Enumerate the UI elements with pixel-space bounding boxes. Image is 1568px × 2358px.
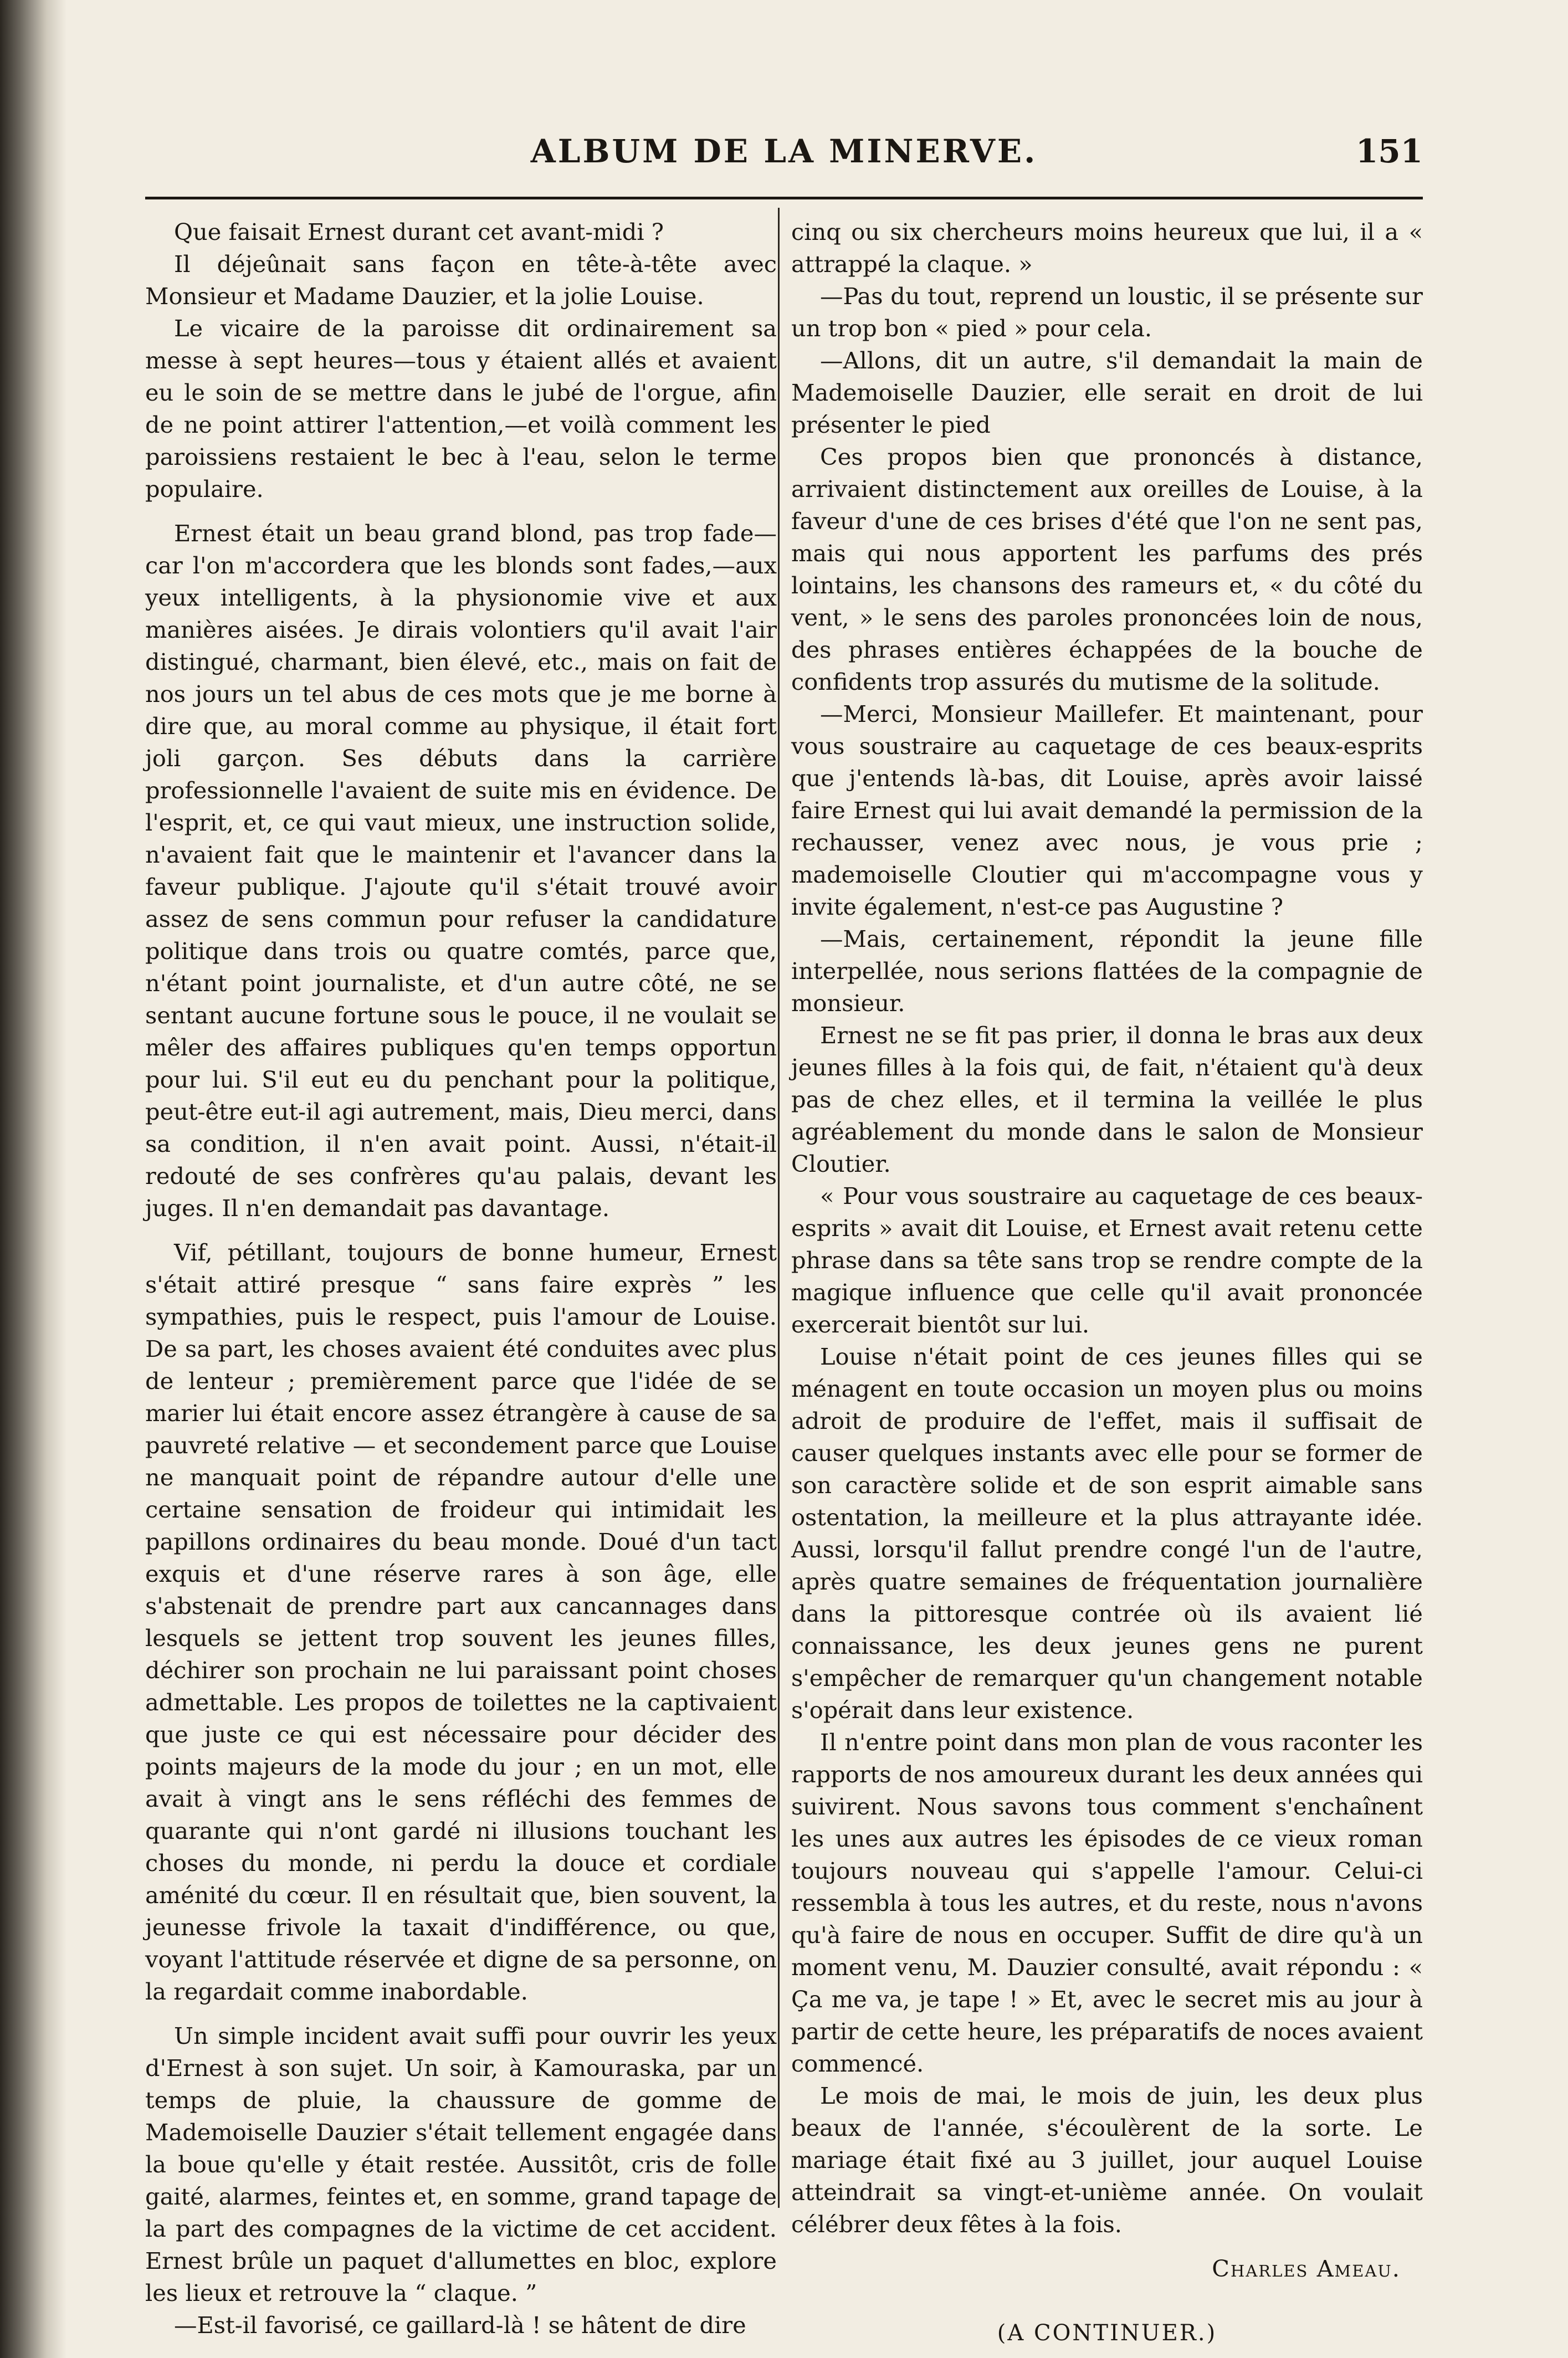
paragraph: —Est-il favorisé, ce gaillard-là ! se hâtent de dire — [174, 2311, 746, 2339]
page-binding-shadow — [0, 0, 66, 2358]
paragraph: —Merci, Monsieur Maillefer. Et maintenant, pour vous soustraire au caquetage de ces beaux-esprits que j'entends là-bas, dit Louise, après avoir laissé faire Ernest qui lui avait demandé la permission de la rechausser, venez avec nous, je vous prie ; mademoiselle Cloutier qui m'accompagne vous y invite également, n'est-ce pas Augustine ? — [791, 700, 1423, 920]
running-title: ALBUM DE LA MINERVE. — [530, 132, 1038, 170]
header-rule — [145, 197, 1423, 199]
paragraph: « Pour vous soustraire au caquetage de ces beaux-esprits » avait dit Louise, et Ernest avait retenu cette phrase dans sa tête sans trop se rendre compte de la magique influence que celle qu'il avait prononcée exercerait bientôt sur lui. — [791, 1182, 1423, 1338]
page-number: 151 — [1355, 132, 1423, 170]
page-header — [145, 125, 1423, 186]
column-divider — [778, 208, 780, 2208]
author-signature: Charles Ameau. — [1212, 2255, 1401, 2282]
paragraph: Le mois de mai, le mois de juin, les deux plus beaux de l'année, s'écoulèrent de la sorte. Le mariage était fixé au 3 juillet, jour auquel Louise atteindrait sa vingt-et-unième année. On voulait célébrer deux fêtes à la fois. — [791, 2082, 1423, 2238]
paragraph: Il n'entre point dans mon plan de vous raconter les rapports de nos amoureux durant les deux années qui suivirent. Nous savons tous comment s'enchaînent les unes aux autres les épisodes de ce vieux roman toujours nouveau qui s'appelle l'amour. Celui-ci ressembla à tous les autres, et du reste, nous n'avons qu'à faire de nous en occuper. Suffit de dire qu'à un moment venu, M. Dauzier consulté, avait répondu : « Ça me va, je tape ! » Et, avec le secret mis au jour à partir de cette heure, les préparatifs de noces avaient commencé. — [791, 1729, 1423, 2077]
paragraph: Le vicaire de la paroisse dit ordinairement sa messe à sept heures—tous y étaient allés et avaient eu le soin de se mettre dans le jubé de l'orgue, afin de ne point attirer l'attention,—et voilà comment les paroissiens restaient le bec à l'eau, selon le terme populaire. — [145, 315, 777, 503]
paragraph: Ces propos bien que prononcés à distance, arrivaient distinctement aux oreilles de Louise, à la faveur d'une de ces brises d'été que l'on ne sent pas, mais qui nous apportent les parfums des prés lointains, les chansons des rameurs et, « du côté du vent, » le sens des paroles prononcées loin de nous, des phrases entières échappées de la bouche de confidents trop assurés du mutisme de la solitude. — [791, 443, 1423, 695]
paragraph: —Allons, dit un autre, s'il demandait la main de Mademoiselle Dauzier, elle serait en droit de lui présenter le pied — [791, 347, 1423, 438]
paragraph: Ernest ne se fit pas prier, il donna le bras aux deux jeunes filles à la fois qui, de fait, n'étaient qu'à deux pas de chez elles, et il termina la veillée le plus agréablement du monde dans le salon de Monsieur Cloutier. — [791, 1022, 1423, 1177]
paragraph: Un simple incident avait suffi pour ouvrir les yeux d'Ernest à son sujet. Un soir, à Kamouraska, par un temps de pluie, la chaussure de gomme de Mademoiselle Dauzier s'était tellement engagée dans la boue qu'elle y était restée. Aussitôt, cris de folle gaité, alarmes, feintes et, en somme, grand tapage de la part des compagnes de la victime de cet accident. Ernest brûle un paquet d'allumettes en bloc, explore les lieux et retrouve la “ claque. ” — [145, 2022, 777, 2306]
paragraph: Que faisait Ernest durant cet avant-midi ? — [174, 218, 664, 245]
paragraph: cinq ou six chercheurs moins heureux que lui, il a « attrappé la claque. » — [791, 218, 1423, 278]
paragraph: —Mais, certainement, répondit la jeune fille interpellée, nous serions flattées de la compagnie de monsieur. — [791, 925, 1423, 1017]
paragraph: Ernest était un beau grand blond, pas trop fade—car l'on m'accordera que les blonds sont fades,—aux yeux intelligents, à la physionomie vive et aux manières aisées. Je dirais volontiers qu'il avait l'air distingué, charmant, bien élevé, etc., mais on fait de nos jours un tel abus de ces mots que je me borne à dire que, au moral comme au physique, il était fort joli garçon. Ses débuts dans la carrière professionnelle l'avaient de suite mis en évidence. De l'esprit, et, ce qui vaut mieux, une instruction solide, n'avaient fait que le maintenir et l'avancer dans la faveur publique. J'ajoute qu'il s'était trouvé avoir assez de sens commun pour refuser la candidature politique dans trois ou quatre comtés, parce que, n'étant point journaliste, et d'un autre côté, ne se sentant aucune fortune sous le pouce, il ne voulait se mêler des affaires publiques qu'en temps opportun pour lui. S'il eut eu du penchant pour la politique, peut-être eut-il agi autrement, mais, Dieu merci, dans sa condition, il n'en avait point. Aussi, n'était-il redouté de ses confrères qu'au palais, devant les juges. Il n'en demandait pas davantage. — [145, 520, 777, 1222]
left-column — [145, 216, 777, 2341]
paragraph: —Pas du tout, reprend un loustic, il se présente sur un trop bon « pied » pour cela. — [791, 283, 1423, 342]
right-column — [791, 216, 1423, 2349]
paragraph: Louise n'était point de ces jeunes filles qui se ménagent en toute occasion un moyen plus ou moins adroit de produire de l'effet, mais il suffisait de causer quelques instants avec elle pour se former de son caractère solide et de son esprit aimable sans ostentation, la meilleure et la plus attrayante idée. Aussi, lorsqu'il fallut prendre congé l'un de l'autre, après quatre semaines de fréquentation journalière dans la pittoresque contrée où ils avaient lié connaissance, les deux jeunes gens ne purent s'empêcher de remarquer qu'un changement notable s'opérait dans leur existence. — [791, 1343, 1423, 1724]
paragraph: Vif, pétillant, toujours de bonne humeur, Ernest s'était attiré presque “ sans faire exprès ” les sympathies, puis le respect, puis l'amour de Louise. De sa part, les choses avaient été conduites avec plus de lenteur ; premièrement parce que l'idée de se marier lui était encore assez étrangère à cause de sa pauvreté relative — et secondement parce que Louise ne manquait point de répandre autour d'elle une certaine sensation de froideur qui intimidait les papillons ordinaires du beau monde. Doué d'un tact exquis et d'une réserve rares à son âge, elle s'abstenait de prendre part aux cancannages dans lesquels se jettent trop souvent les jeunes filles, déchirer son prochain ne lui paraissant point choses admettable. Les propos de toilettes ne la captivaient que juste ce qui est nécessaire pour décider des points majeurs de la mode du jour ; en un mot, elle avait à vingt ans le sens réfléchi des femmes de quarante qui n'ont gardé ni illusions touchant les choses du monde, ni perdu la douce et cordiale aménité du cœur. Il en résultait que, bien souvent, la jeunesse frivole la taxait d'indifférence, ou que, voyant l'attitude réservée et digne de sa personne, on la regardait comme inabordable. — [145, 1239, 777, 2005]
to-be-continued-note: (A CONTINUER.) — [997, 2320, 1217, 2346]
paragraph: Il déjeûnait sans façon en tête-à-tête avec Monsieur et Madame Dauzier, et la jolie Louise. — [145, 250, 777, 310]
